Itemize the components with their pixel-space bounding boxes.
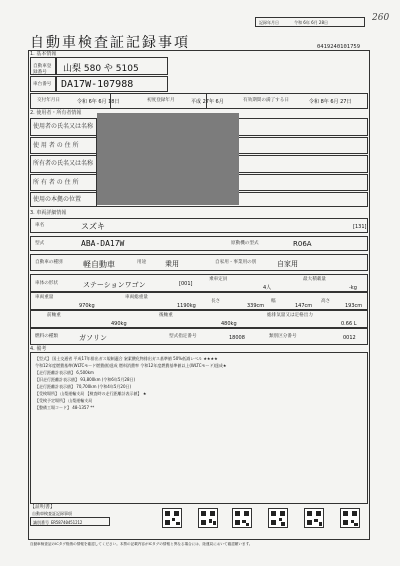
model-label: 型式 [35,241,45,246]
max-load-label: 最大積載量 [303,277,326,282]
engine-label: 原動機の型式 [231,241,259,246]
max-load-value: -kg [349,285,357,291]
width-label: 幅 [271,299,276,304]
engine-value: R06A [293,240,312,248]
gross-value: 1190kg [177,303,196,309]
length-value: 339cm [247,303,265,309]
maker-cell [30,218,368,233]
axle-row [30,310,368,328]
chassis-label-cell [30,76,56,92]
first-reg-label: 初度登録年月 [147,98,175,103]
note-line: 【整備工場コード】 48-1357 ** [35,405,95,410]
chassis-value: DA17W-107988 [61,79,134,90]
qr-code-6 [340,508,360,528]
cert-code-label: 識別番号 [33,520,49,525]
use-label: 用途 [137,260,147,265]
qr-code-3 [232,508,252,528]
issue-date-value: 令和 6年 6月 18日 [77,99,120,105]
qr-code-5 [304,508,324,528]
width-value: 147cm [295,303,313,309]
reg-no-value: 山梨 580 や 5105 [63,64,139,74]
owner-name-label: 所有者の氏名又は名称 [33,160,94,167]
model-cell [30,236,368,251]
note-line: 【走行距離計表示値】 70,700km (令和4年5月20日) [35,384,132,389]
section-owner-title: 2. 使用者・所有者情報 [30,110,82,116]
issue-date-label: 交付年月日 [37,98,60,103]
chassis-label: 車台番号 [33,82,52,87]
kind-label: 自動車の種別 [35,260,63,265]
user-name-label: 使用者の氏名又は名称 [33,123,94,130]
owner-addr-label: 所 有 者 の 住 所 [33,179,79,186]
kind-value: 軽自動車 [83,260,115,269]
note-line: 令和12年度燃費基準(WLTCモード燃費値)達成 燃料消費率 令和12年度燃費基準値以上(WLTCモード)達成★ [35,363,227,368]
cert-code-value: ER58740451212 [51,520,83,525]
note-line: 【受検場所】 山梨運輸支局 【検査時の走行距離計表示値】 ★ [35,391,147,396]
handwritten-number: 260 [372,13,390,23]
kind-row [30,254,368,271]
privacy-redaction [97,113,239,205]
shape-row [30,274,368,292]
rear-axle-label: 後軸重 [159,313,173,318]
maker-code: [131] [353,224,367,230]
length-label: 長さ [211,299,221,304]
fuel-row [30,328,368,345]
category-value: 0012 [343,335,356,341]
note-line: 【走行距離計表示値】 6,500km [35,370,94,375]
section-cert-title: 【証明書】 [30,504,56,510]
divider-dates-right [206,93,207,109]
record-date-label: 記録年月日 [259,20,279,25]
displacement-label: 総排気量又は定格出力 [267,313,313,318]
front-axle-label: 前軸重 [47,313,61,318]
gross-label: 車両総重量 [125,295,148,300]
maker-label: 車名 [35,223,45,228]
use-value: 乗用 [165,260,179,268]
front-axle-value: 490kg [111,321,127,327]
private-label: 自家用・事業用の別 [215,260,257,265]
weight-value: 970kg [79,303,95,309]
model-designation-label: 型式指定番号 [169,334,197,339]
maker-value: スズキ [81,222,105,231]
private-value: 自家用 [277,260,298,268]
first-reg-value: 平成 27年 6月 [191,99,224,105]
record-date-box [255,17,365,27]
expiry-value: 令和 8年 6月 27日 [309,99,352,105]
category-label: 類別区分番号 [269,334,297,339]
cert-label: 自動車検査証記録事項 [32,511,72,516]
base-label: 使用の本拠の位置 [33,196,82,203]
reg-no-value-cell [56,57,168,75]
reg-no-label-cell [30,57,56,75]
rear-axle-value: 480kg [221,321,237,327]
divider-dates-left [110,93,111,109]
note-line: 【旧走行距離計表示値】 93,800km (令和6年5月28日) [35,377,136,382]
user-addr-label: 使 用 者 の 住 所 [33,142,79,149]
displacement-value: 0.66 L [341,321,357,327]
shape-value: ステーションワゴン [83,281,146,289]
record-date-value: 令和 6年 6月 28日 [294,20,328,25]
fuel-label: 燃料の種類 [35,334,58,339]
footer-note: 自動車検査証のICタグ格納の情報を確認してください。本票の記載内容がICタグの情報と異なる場合には、陸運局において確認願います。 [30,542,253,546]
fuel-value: ガソリン [79,334,107,342]
section-vehicle-title: 3. 車両詳細情報 [30,210,67,216]
model-value: ABA-DA17W [81,239,125,248]
note-line: 【型式】 国土交通省 平成17年排出ガス規制適合 窒素酸化物排出ガス基準値 50%低減レベル ★★★★ [35,356,218,361]
shape-label: 車体の形状 [35,281,58,286]
height-value: 193cm [345,303,363,309]
height-label: 高さ [321,299,331,304]
qr-code-1 [162,508,182,528]
model-designation-value: 18008 [229,335,245,341]
cert-code-box [30,517,110,526]
dimensions-row [30,292,368,310]
section-basic-title: 1. 基本情報 [30,51,57,57]
expiry-label: 有効期間の満了する日 [243,98,289,103]
weight-label: 車両重量 [35,295,54,300]
capacity-value: 4人 [263,285,272,291]
dates-row [30,93,368,109]
section-notes-title: 4. 備考 [30,346,47,352]
qr-code-4 [268,508,288,528]
document-number: 0419240101759 [317,44,361,50]
capacity-label: 乗車定員 [209,277,228,282]
reg-no-label: 自動車登録番号 [33,64,52,75]
page-title: 自動車検査証記録事項 [30,35,190,51]
chassis-value-cell [56,76,168,92]
qr-code-2 [198,508,218,528]
note-line: 【受検予定場所】 山梨運輸支局 [35,398,93,403]
notes-box [30,352,368,504]
shape-code: [001] [179,281,193,287]
